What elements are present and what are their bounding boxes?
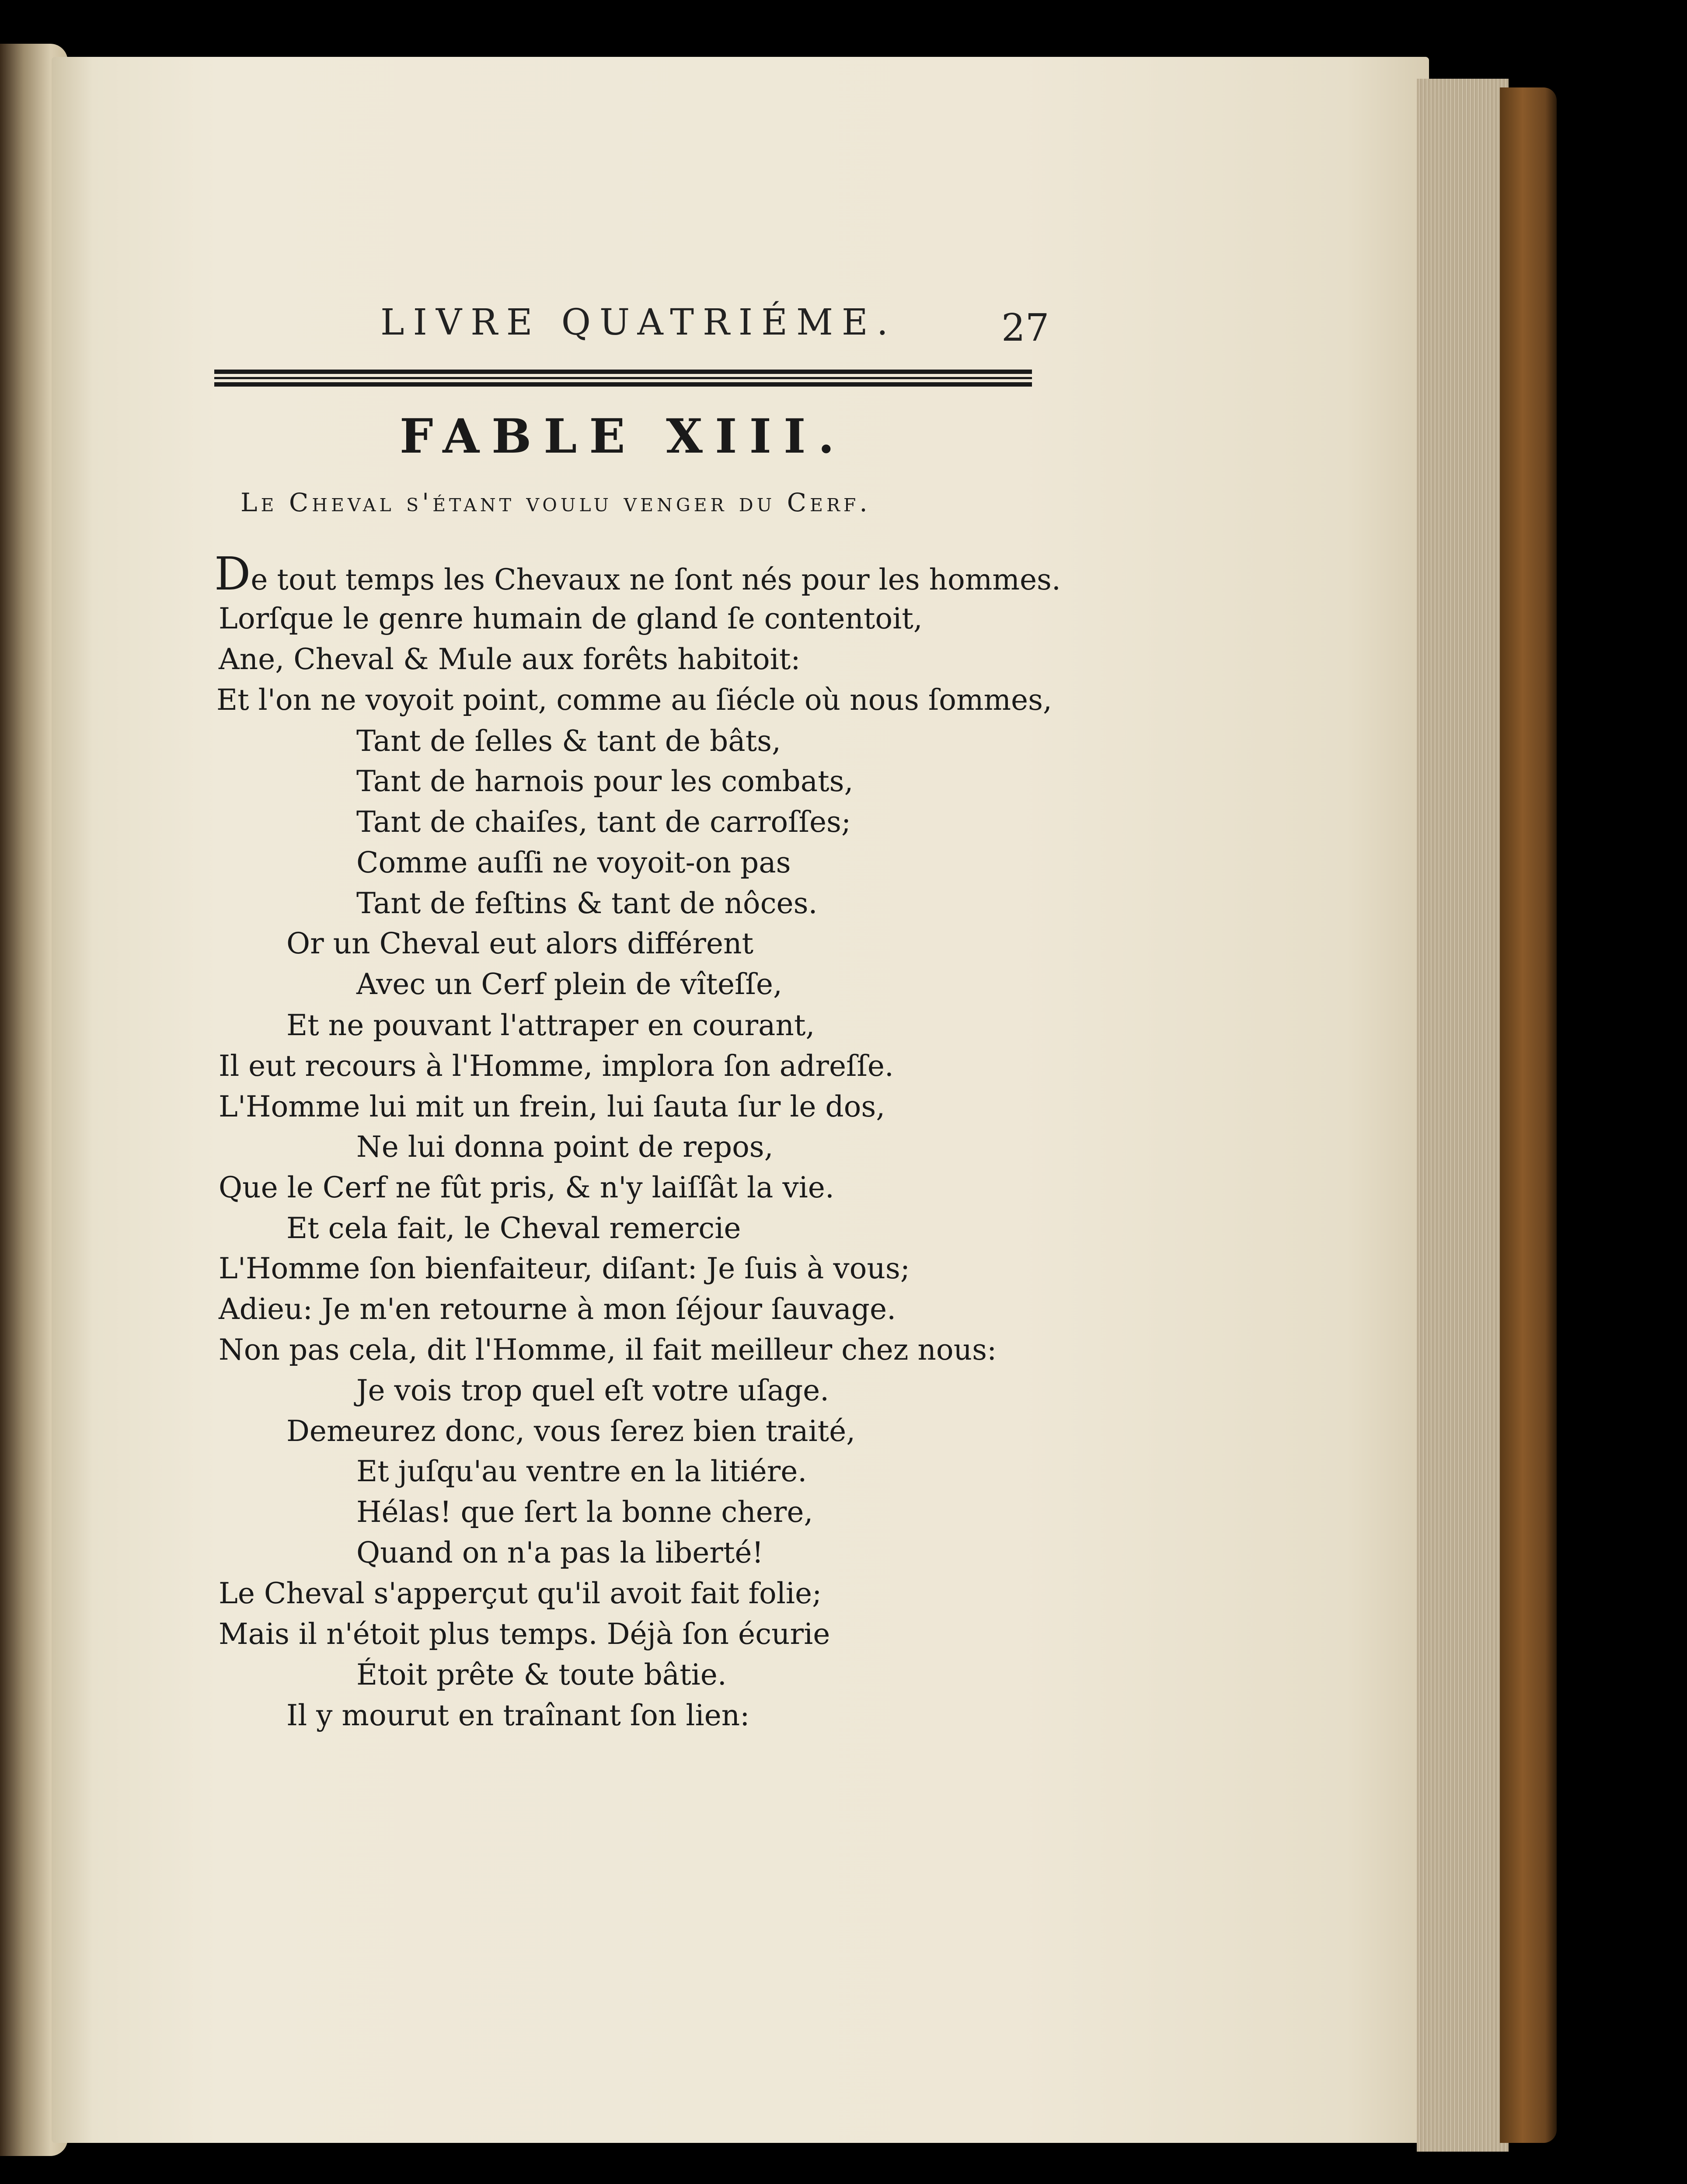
- verse-line: Comme auſſi ne voyoit-on pas: [356, 846, 791, 879]
- page-number: 27: [1001, 306, 1049, 350]
- verse-line: Tant de chaiſes, tant de carroſſes;: [356, 805, 851, 839]
- verse-line-first: [214, 547, 1061, 600]
- verse-line: Que le Cerf ne fût pris, & n'y laiſſât la vie.: [219, 1171, 834, 1204]
- verse-line: Lorſque le genre humain de gland ſe contentoit,: [219, 602, 923, 635]
- verse-line: Le Cheval s'apperçut qu'il avoit fait folie;: [219, 1577, 822, 1610]
- verse-line: Ne lui donna point de repos,: [356, 1130, 774, 1164]
- drop-cap: D: [214, 547, 251, 600]
- header-rule-middle: [214, 377, 1032, 379]
- fable-title: FABLE XIII.: [399, 409, 847, 464]
- fable-subtitle: Le Cheval s'étant voulu venger du Cerf.: [241, 488, 871, 517]
- verse-line: Hélas! que ſert la bonne chere,: [356, 1495, 813, 1529]
- verse-line: Quand on n'a pas la liberté!: [356, 1536, 763, 1570]
- verse-line: L'Homme ſon bienfaiteur, diſant: Je ſuis à vous;: [219, 1252, 910, 1285]
- verse-line: L'Homme lui mit un frein, lui ſauta ſur le dos,: [219, 1090, 885, 1123]
- verse-line: Ane, Cheval & Mule aux forêts habitoit:: [219, 642, 801, 676]
- verse-line-first-rest: e tout temps les Chevaux ne ſont nés pour les hommes.: [251, 563, 1061, 597]
- verse-line: Non pas cela, dit l'Homme, il fait meilleur chez nous:: [219, 1333, 997, 1367]
- book-cover-right: [1500, 87, 1557, 2143]
- verse-line: Étoit prête & toute bâtie.: [356, 1658, 727, 1692]
- verse-line: Mais il n'étoit plus temps. Déjà ſon écurie: [219, 1617, 830, 1651]
- verse-line: Avec un Cerf plein de vîteſſe,: [356, 967, 782, 1001]
- verse-line: Il eut recours à l'Homme, implora ſon adreſſe.: [219, 1049, 894, 1083]
- verse-line: Je vois trop quel eſt votre uſage.: [356, 1374, 830, 1407]
- verse-line: Et l'on ne voyoit point, comme au ſiécle où nous ſommes,: [216, 683, 1052, 717]
- verse-line: Demeurez donc, vous ſerez bien traité,: [286, 1414, 856, 1448]
- page-block-edges: [1417, 79, 1509, 2152]
- verse-line: Adieu: Je m'en retourne à mon ſéjour ſauvage.: [219, 1292, 896, 1326]
- verse-line: Tant de ſelles & tant de bâts,: [356, 724, 781, 758]
- verse-line: Tant de feſtins & tant de nôces.: [356, 886, 818, 920]
- verse-line: Il y mourut en traînant ſon lien:: [286, 1699, 750, 1732]
- header-rule-top: [214, 370, 1032, 374]
- running-header: LIVRE QUATRIÉME.: [380, 302, 897, 343]
- verse-line: Et ne pouvant l'attraper en courant,: [286, 1008, 815, 1042]
- header-rule-bottom: [214, 382, 1032, 387]
- verse-line: Et cela fait, le Cheval remercie: [286, 1211, 741, 1245]
- verse-line: Tant de harnois pour les combats,: [356, 764, 854, 798]
- verse-line: Or un Cheval eut alors différent: [286, 927, 754, 960]
- verse-line: Et juſqu'au ventre en la litiére.: [356, 1455, 807, 1488]
